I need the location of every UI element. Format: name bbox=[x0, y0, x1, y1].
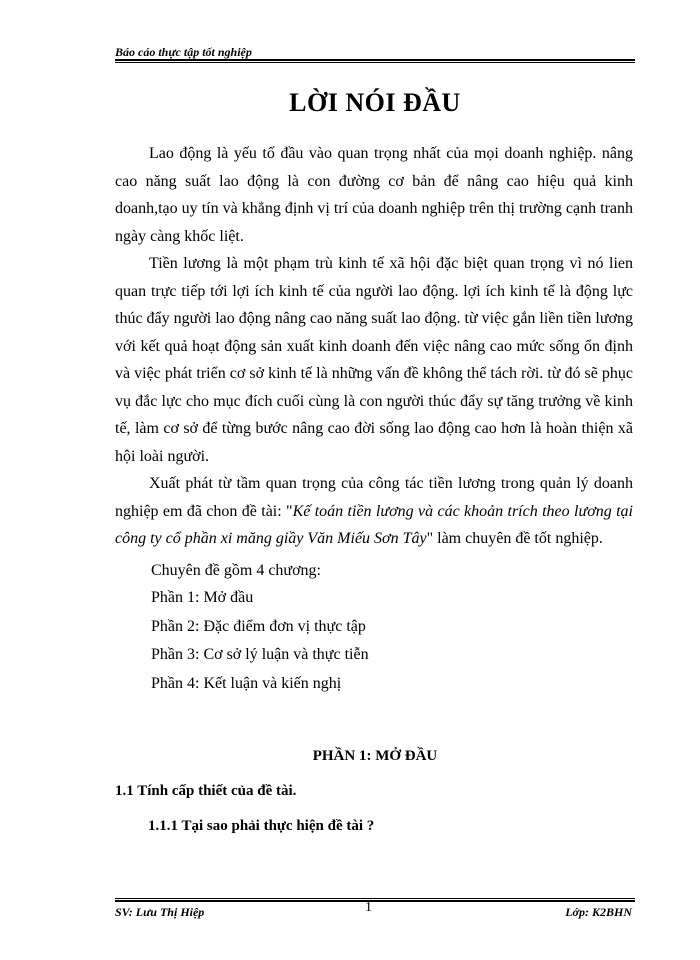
paragraph-2: Tiền lương là một phạm trù kinh tế xã hội đặc biệt quan trọng vì nó lien quan trực tiếp tới lợi ích kinh tế của người lao động. lợi ích kinh tế là động lực thúc đẩy người lao động nâng cao năng suất lao động. từ việc gắn liền tiền lương với kết quả hoạt động sản xuất kinh doanh đến việc nâng cao mức sống ổn định và việc phát triển cơ sở kinh tế là những vấn đề không thể tách rời. từ đó sẽ phục vụ đắc lực cho mục đích cuối cùng là con người thúc đẩy sự tăng trưởng về kinh tế, làm cơ sở để từng bước nâng cao đời sống lao động cao hơn là hoàn thiện xã hội loài người. bbox=[115, 255, 633, 465]
footer-rule bbox=[115, 898, 635, 902]
sub-heading: 1.1 Tính cấp thiết của đề tài. bbox=[115, 783, 297, 799]
footer-student: SV: Lưu Thị Hiệp bbox=[115, 905, 205, 919]
section-heading: PHẦN 1: MỞ ĐẦU bbox=[312, 748, 438, 764]
footer-class: Lớp: K2BHN bbox=[565, 905, 632, 919]
topic-title: Kế toán tiền lương và các khoản trích theo lương tại công ty cổ phần xi măng giầy Văn Miếu Sơn Tây bbox=[115, 502, 633, 547]
page-number: 1 bbox=[365, 900, 372, 915]
header-rule bbox=[115, 59, 635, 63]
paragraph-1: Lao động là yếu tố đầu vào quan trọng nhất của mọi doanh nghiệp. nâng cao năng suất lao động là con đường cơ bản để nâng cao hiệu quả kinh doanh,tạo uy tín và khẳng định vị trí của doanh nghiệp trên thị trường cạnh tranh ngày càng khốc liệt. bbox=[115, 145, 633, 245]
chapter-list bbox=[115, 584, 633, 698]
page-header: Báo cáo thực tập tốt nghiệp bbox=[115, 45, 252, 59]
document-body bbox=[115, 140, 633, 698]
chapter-item-4: Phần 4: Kết luận và kiến nghị bbox=[151, 674, 342, 692]
chapter-item-3: Phần 3: Cơ sở lý luận và thực tiễn bbox=[151, 646, 369, 663]
paragraph-3 bbox=[115, 470, 633, 553]
sub-sub-heading: 1.1.1 Tại sao phải thực hiện đề tài ? bbox=[148, 818, 375, 834]
chapter-item-2: Phần 2: Đặc điểm đơn vị thực tập bbox=[151, 617, 366, 635]
chapters-intro: Chuyên đề gồm 4 chương: bbox=[151, 561, 321, 579]
paragraph-3-before: Xuất phát từ tầm quan trọng của công tác tiền lương trong quản lý doanh nghiệp em đã chon đề tài: " bbox=[115, 475, 633, 520]
paragraph-3-after: " làm chuyên đề tốt nghiệp. bbox=[426, 530, 603, 547]
document-title: LỜI NÓI ĐẦU bbox=[289, 88, 461, 117]
chapter-item-1: Phần 1: Mở đầu bbox=[151, 589, 254, 606]
